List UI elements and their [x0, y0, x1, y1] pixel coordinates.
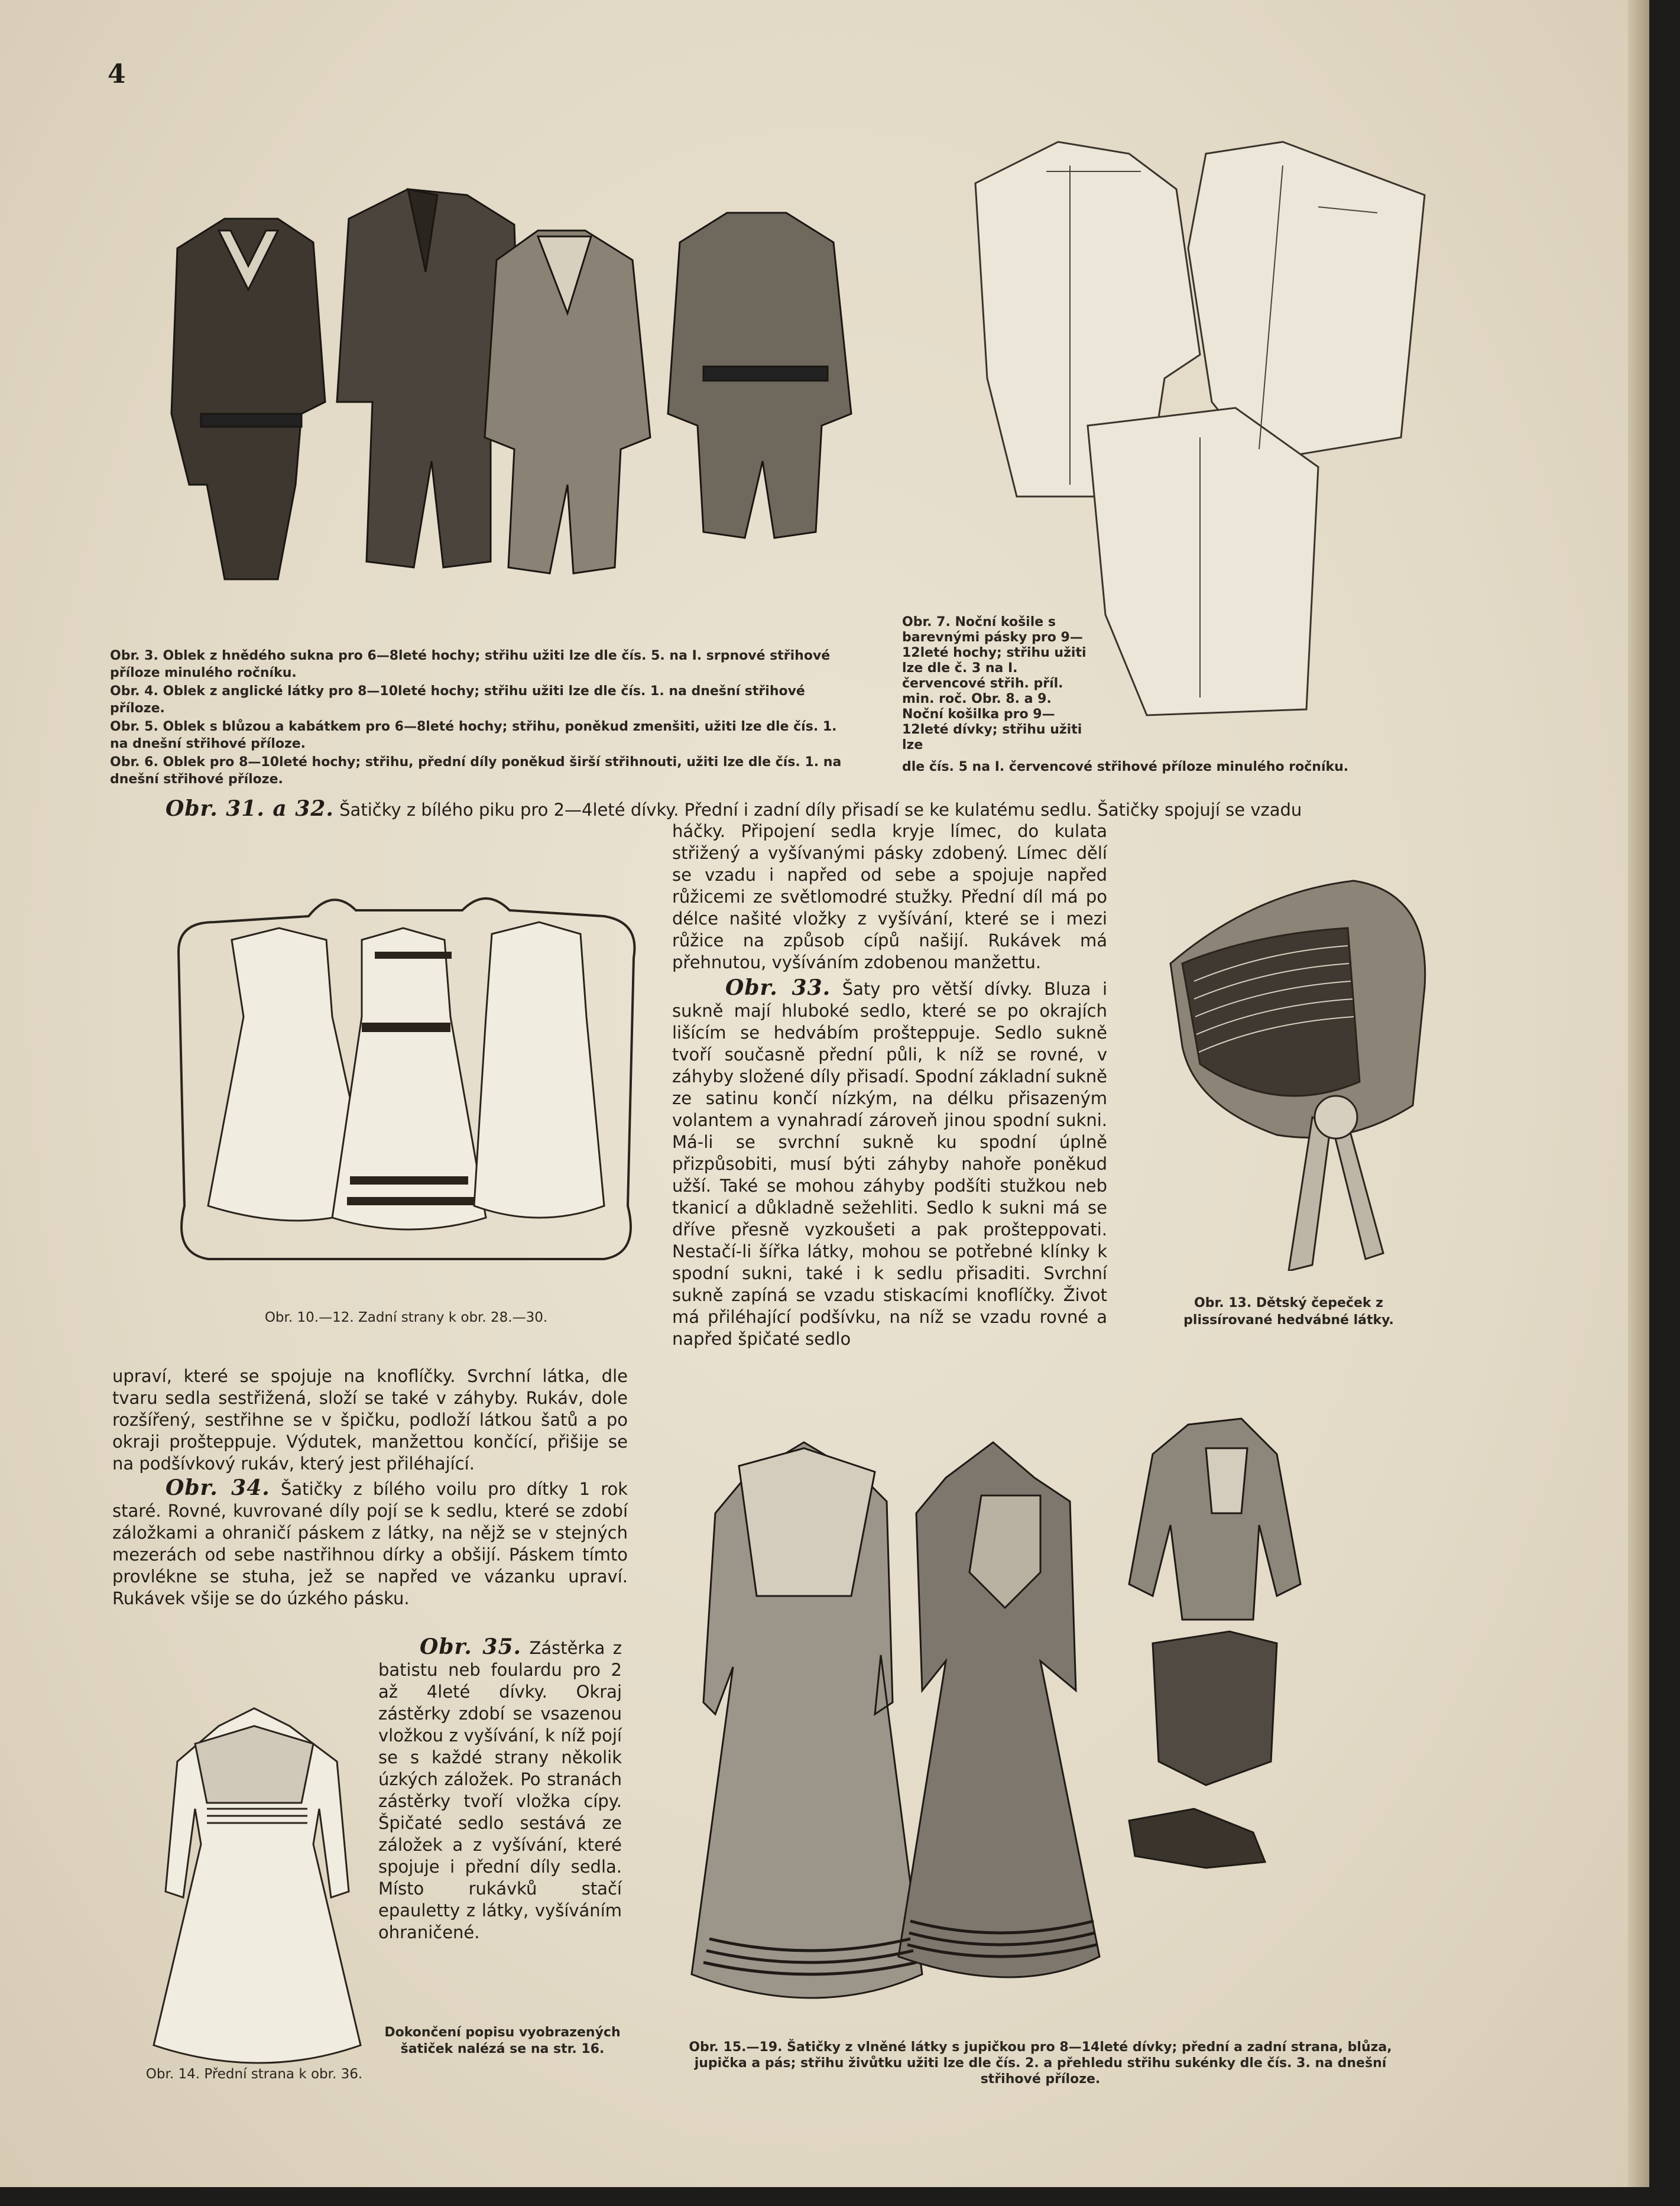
- caption-fig3-6: [110, 647, 849, 789]
- obr34-label: Obr. 34.: [166, 1475, 270, 1500]
- caption-fig5: Obr. 5. Oblek s blůzou a kabátkem pro 6—8leté hochy; střihu, poněkud zmenšiti, užiti lze dle čís. 1. na dnešní střihové příloze.: [110, 719, 837, 751]
- obr31-first-line: Šatičky z bílého piku pro 2—4leté dívky. Přední i zadní díly přisadí se ke kulatému sedlu. Šatičky spojují se vzadu: [339, 800, 1302, 820]
- caption-fig7-9-b: dle čís. 5 na I. červencové střihové příloze minulého ročníku.: [902, 760, 1349, 774]
- obr31-heading-line: [166, 798, 1407, 821]
- obr33-label: Obr. 33.: [725, 975, 831, 1000]
- obr35-label: Obr. 35.: [420, 1634, 522, 1659]
- obr35-text: Zástěrka z batistu neb foulardu pro 2 až 4leté dívky. Okraj zástěrky zdobí se vsazenou vložkou z vyšívání, k níž pojí se s každé strany několik úzkých záložek. Po stranách zástěrky tvoří vložka cípy. Špičaté sedlo sestává ze záložek a z vyšívání, které spojuje i přední díly sedla. Místo rukávků stačí epauletty z látky, vyšíváním ohraničené.: [378, 1638, 622, 1942]
- obr33-text: Šaty pro větší dívky. Bluza i sukně mají hluboké sedlo, které se po okrajích lišícím se hedvábím prošteppuje. Sedlo sukně tvoří současně přední půli, k níž se rovné, v záhyby složené díly přisadí. Spodní základní sukně ze satinu končí nízkým, na délku přisazeným volantem a vynahradí zároveň jinou spodní sukni. Má-li se svrchní sukně ku spodní úplně přizpůsobiti, musí býti záhyby nahoře poněkud užší. Také se mohou záhyby podšíti stužkou neb tkanicí a důkladně sežehliti. Sedlo k sukni má se dříve přesně vyzkoušeti a pak prošteppovati. Nestačí-li šířka látky, mohou se potřebné klínky k spodní sukni, také i k sedlu přisaditi. Svrchní sukně zapíná se vzadu stiskacími knoflíčky. Život má přiléhající podšívku, na níž se vzadu rovné a napřed špičaté sedlo: [672, 979, 1108, 1349]
- caption-fig13: Obr. 13. Dětský čepeček z plissírované hedvábné látky.: [1183, 1296, 1394, 1328]
- girls-dress-jacket-illustration: [686, 1407, 1383, 2022]
- obr31-text-column: [672, 820, 1107, 1350]
- page-spine: [1628, 0, 1649, 2187]
- caption-fig6: Obr. 6. Oblek pro 8—10leté hochy; střihu, přední díly poněkud širší střihnouti, užiti lze dle čís. 1. na dnešní střihové příloze.: [110, 755, 842, 787]
- obr34-paragraph: [112, 1477, 628, 1610]
- boys-suits-illustration: [160, 154, 875, 591]
- left-text-column: [112, 1365, 628, 1610]
- dress-backs-illustration: [155, 875, 657, 1289]
- caption-fig15-19: Obr. 15.—19. Šatičky z vlněné látky s jupičkou pro 8—14leté dívky; přední a zadní strana, blůza, jupička a pás; střihu živůtku užiti lze dle čís. 2. a přehledu střihu sukénky dle čís. 3. na dnešní střihové příloze.: [689, 2040, 1392, 2087]
- obr33-continuation: upraví, které se spojuje na knoflíčky. Svrchní látka, dle tvaru sedla sestřižená, složí se také v záhyby. Rukáv, dole rozšířený, sestřihne se v špičku, podloží látkou šatů a po okraji prošteppuje. Výdutek, manžettou končící, přišije se na podšívkový rukáv, který jest přiléhající.: [112, 1366, 628, 1474]
- caption-fig10-12: Obr. 10.—12. Zadní strany k obr. 28.—30.: [264, 1310, 548, 1325]
- obr35-paragraph: [378, 1636, 622, 1944]
- caption-fig4: Obr. 4. Oblek z anglické látky pro 8—10leté hochy; střihu užiti lze dle čís. 1. na dnešní střihové příloze.: [110, 684, 805, 716]
- caption-fig14: Obr. 14. Přední strana k obr. 36.: [145, 2066, 363, 2082]
- caption-fig7-9-a: Obr. 7. Noční košile s barevnými pásky pro 9—12leté hochy; střihu užiti lze dle č. 3 na I. červencové střih. příl. min. roč. Obr. 8. a 9. Noční košilka pro 9—12leté dívky; střihu užiti lze: [902, 615, 1087, 752]
- girls-dress-front-illustration: [142, 1691, 367, 2069]
- obr33-paragraph: [672, 977, 1107, 1350]
- continuation-note: Dokončení popisu vyobrazených šatiček nalézá se na str. 16.: [384, 2025, 621, 2056]
- bonnet-illustration: [1159, 869, 1442, 1271]
- obr34-text: Šatičky z bílého voilu pro dítky 1 rok staré. Rovné, kuvrované díly pojí se k sedlu, které se zdobí záložkami a ohraničí páskem z látky, na nějž se v stejných mezerách od sebe nastřihnou dírky a obšijí. Páskem tímto provlékne se stuha, jež se napřed ve vázanku upraví. Rukávek všije se do úzkého pásku.: [112, 1479, 628, 1608]
- page-number: 4: [108, 59, 126, 89]
- obr31-continuation: háčky. Připojení sedla kryje límec, do kulata střižený a vyšívanými pásky zdobený. Límec dělí se vzadu i napřed od sebe a spojuje napřed růžicemi ze světlomodré stužky. Přední díl má po délce našité vložky z vyšívání, které se i mezi růžice na způsob cípů našijí. Rukávek má přehnutou, vyšíváním zdobenou manžettu.: [672, 821, 1107, 972]
- obr31-label: Obr. 31. a 32.: [166, 796, 334, 821]
- caption-fig3: Obr. 3. Oblek z hnědého sukna pro 6—8leté hochy; střihu užiti lze dle čís. 5. na I. srpnové střihové příloze minulého ročníku.: [110, 648, 831, 680]
